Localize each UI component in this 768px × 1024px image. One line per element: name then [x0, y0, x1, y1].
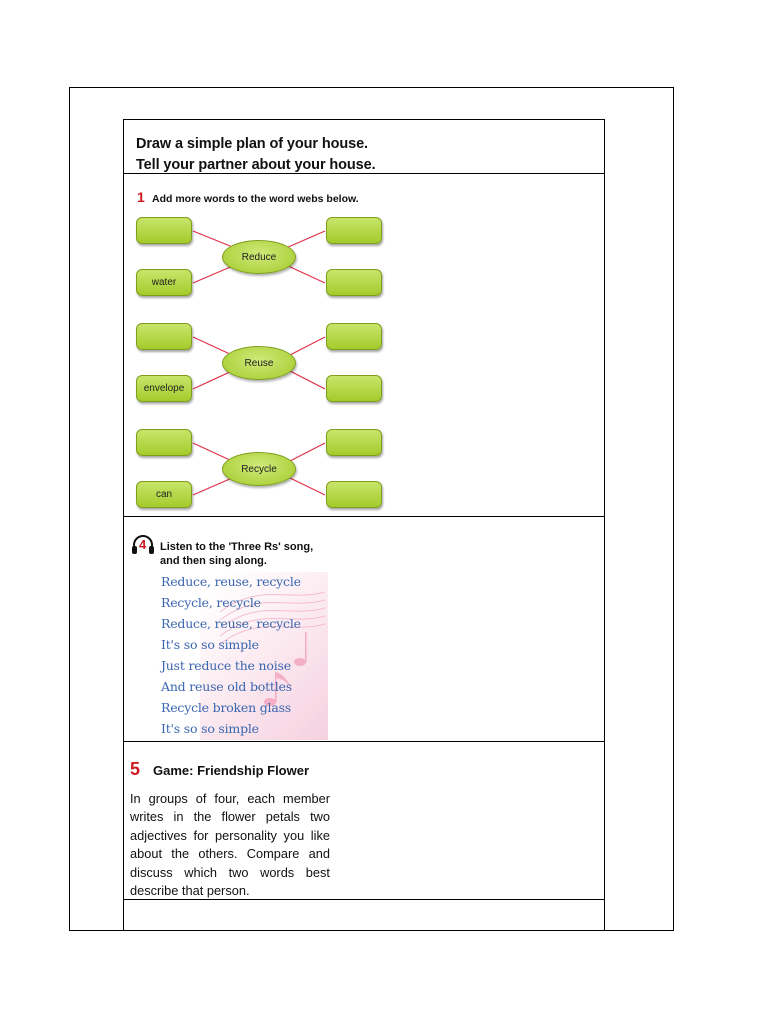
word-box[interactable]: can [136, 481, 192, 508]
lyric-line: Reduce, reuse, recycle [161, 616, 301, 631]
header-line-2: Tell your partner about your house. [136, 157, 376, 173]
connector-line [290, 443, 325, 461]
connector-line [286, 265, 325, 283]
connector-line [193, 265, 235, 283]
word-box[interactable] [326, 217, 382, 244]
word-box[interactable] [326, 481, 382, 508]
connector-line [193, 371, 232, 389]
exercise-5-number: 5 [130, 759, 141, 779]
connector-line [193, 443, 232, 461]
lyric-line: Recycle, recycle [161, 595, 261, 610]
lyric-line: And reuse old bottles [161, 679, 292, 694]
word-box[interactable] [326, 429, 382, 456]
word-box[interactable] [136, 429, 192, 456]
exercise-4-number: 4 [139, 537, 147, 552]
connector-line [193, 231, 235, 248]
lyric-line: Reduce, reuse, recycle [161, 574, 301, 589]
lyric-line: Just reduce the noise [161, 658, 291, 673]
exercise-5-instructions: In groups of four, each member writes in the flower petals two adjectives for personality you like about the others. Compare and discuss which two words best describe that person. [130, 791, 330, 899]
word-box[interactable] [326, 269, 382, 296]
lyric-line: It's so so simple [161, 721, 259, 736]
word-box[interactable] [136, 217, 192, 244]
word-box[interactable] [326, 323, 382, 350]
web-center-oval: Recycle [222, 452, 296, 486]
word-box[interactable]: envelope [136, 375, 192, 402]
word-box[interactable] [136, 323, 192, 350]
lyric-line: Recycle broken glass [161, 700, 292, 715]
exercise-1-number: 1 [137, 189, 145, 205]
exercise-4-title-line-2: and then sing along. [160, 555, 267, 567]
connector-line [286, 231, 325, 248]
connector-line [290, 478, 325, 495]
exercise-5-title: Game: Friendship Flower [153, 763, 310, 778]
connector-line [193, 478, 232, 495]
web-center-oval: Reuse [222, 346, 296, 380]
connector-line [290, 337, 325, 355]
web-center-oval: Reduce [222, 240, 296, 274]
connector-line [290, 371, 325, 389]
header-line-1: Draw a simple plan of your house. [136, 136, 368, 152]
connector-line [193, 337, 232, 355]
word-box[interactable] [326, 375, 382, 402]
word-box[interactable]: water [136, 269, 192, 296]
lyric-line: It's so so simple [161, 637, 259, 652]
exercise-1-title: Add more words to the word webs below. [152, 193, 359, 205]
exercise-4-title-line-1: Listen to the 'Three Rs' song, [160, 541, 314, 553]
